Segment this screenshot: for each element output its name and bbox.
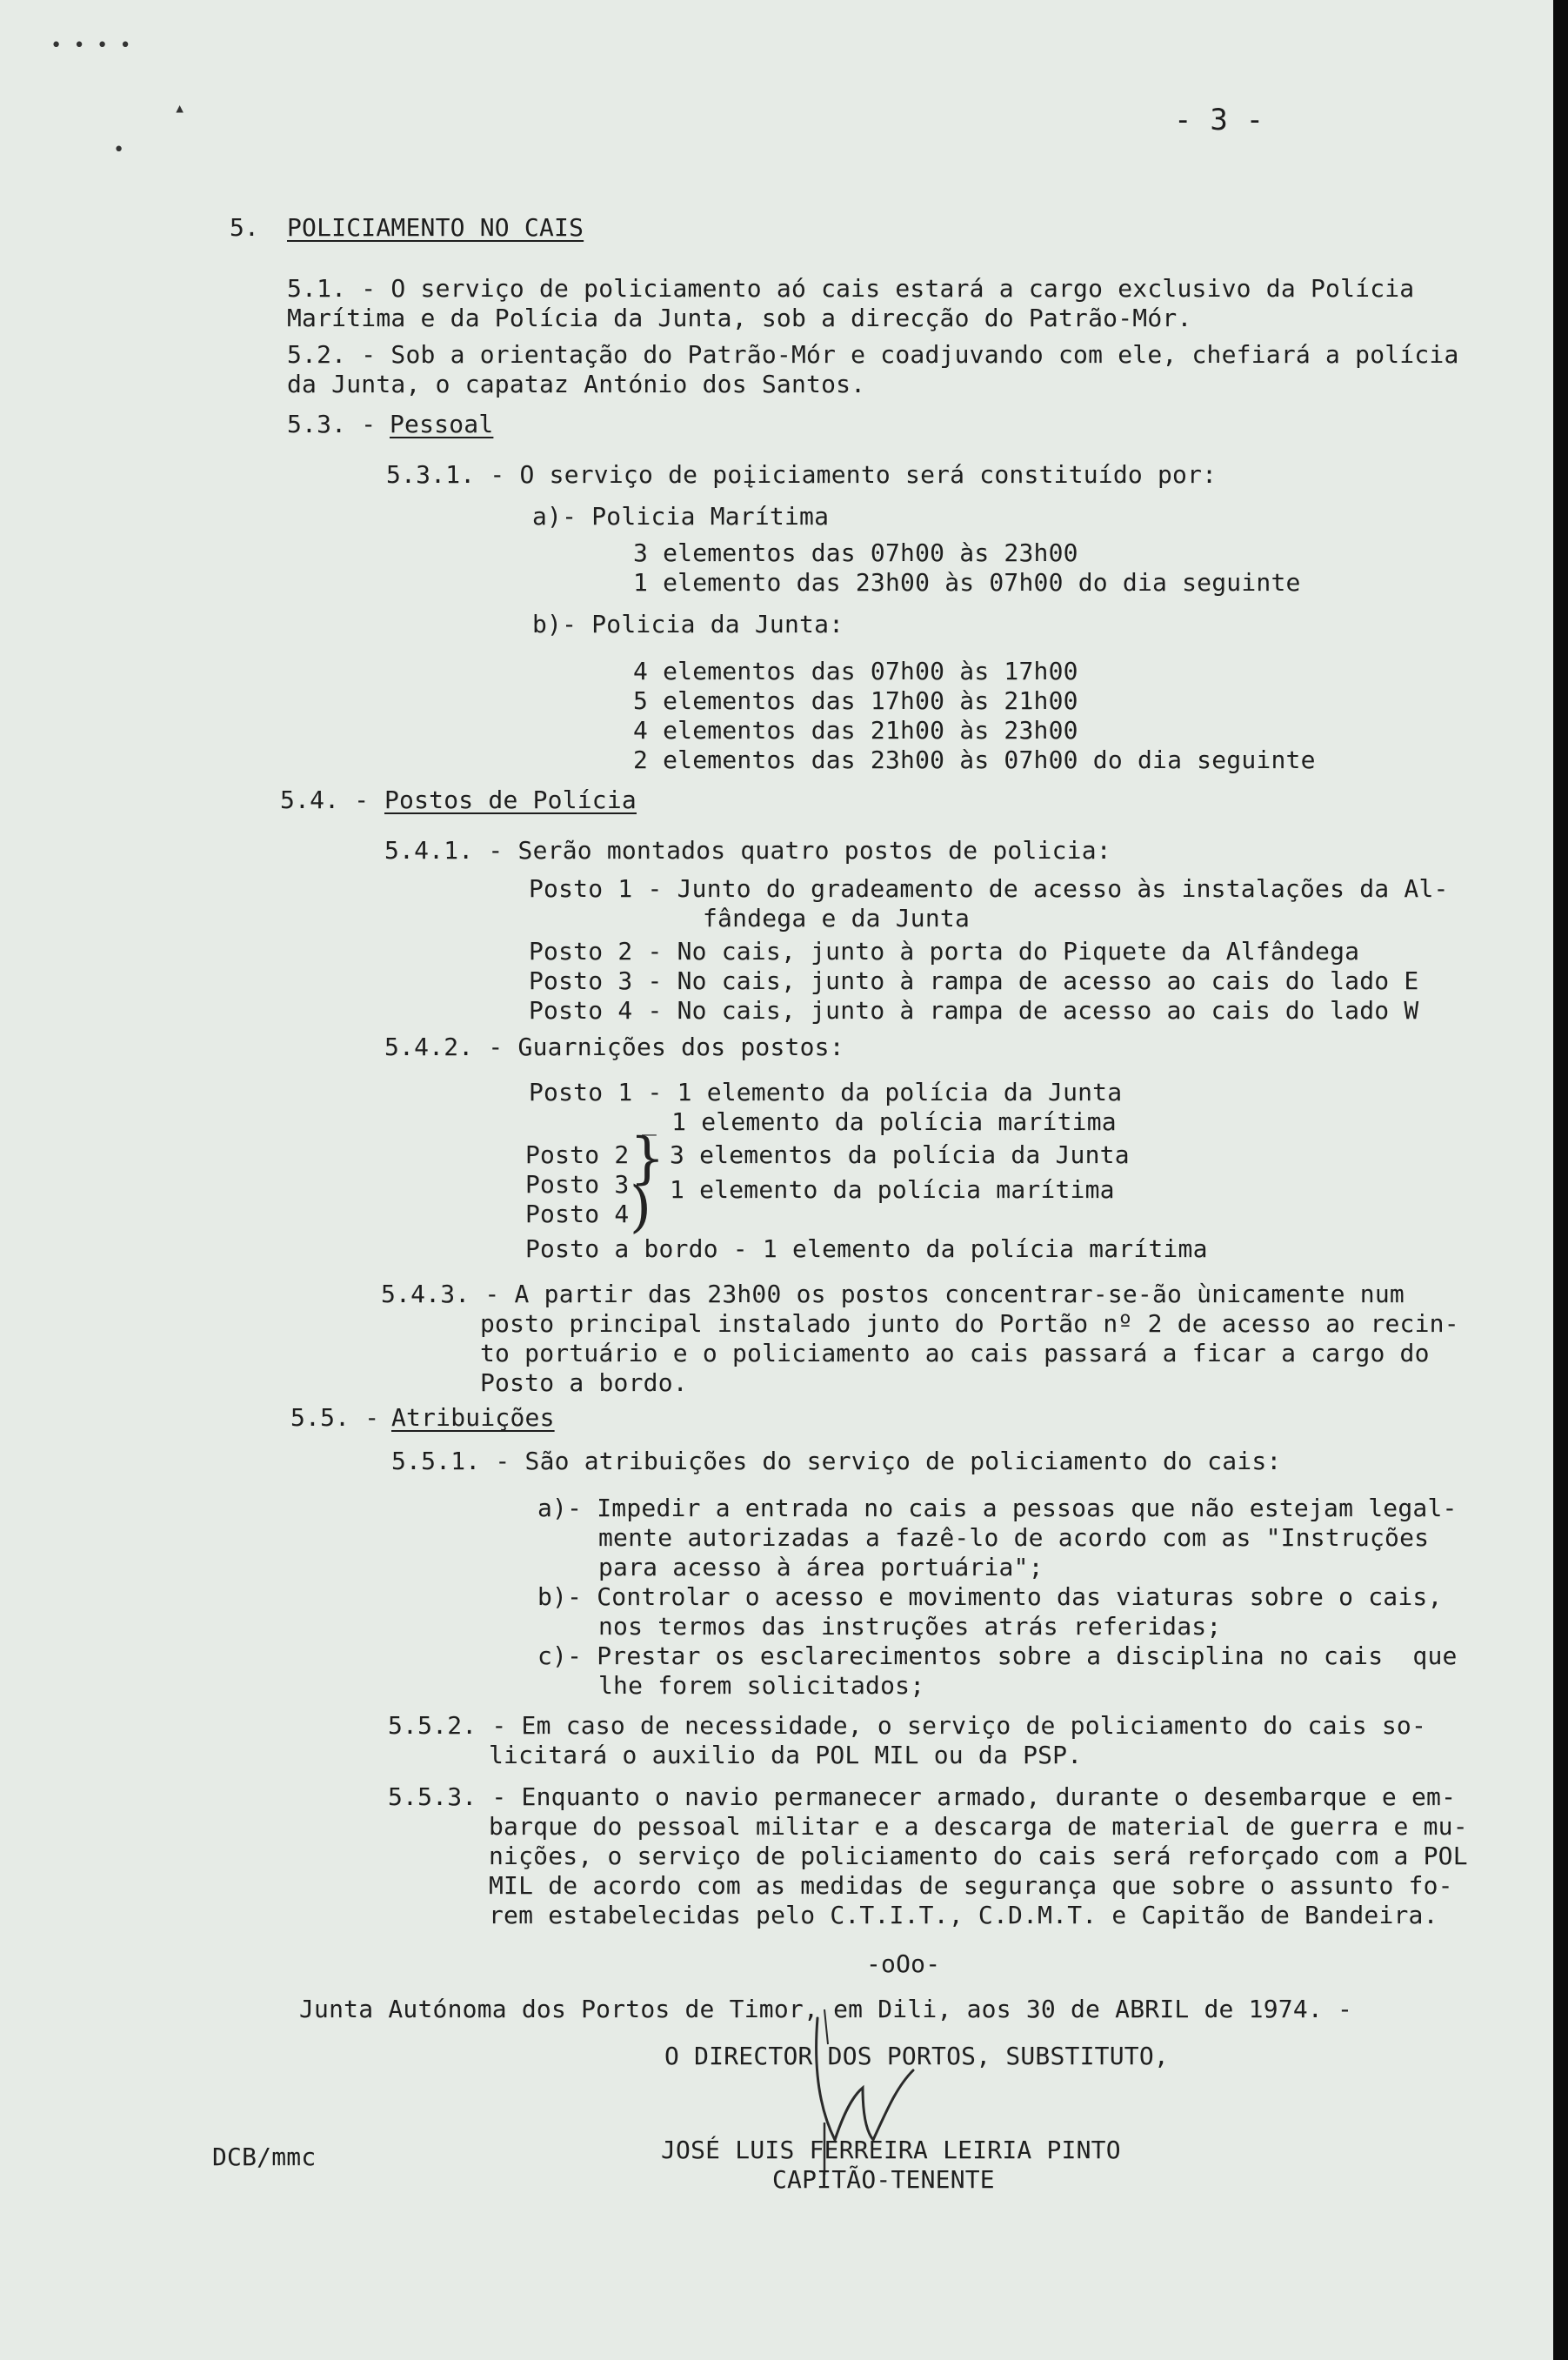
subsection-5-3-number: 5.3. - [287,410,391,438]
list-item: Posto a bordo - 1 elemento da polícia marítima [525,1234,1208,1263]
paragraph-5-4-3: Posto a bordo. [480,1368,688,1397]
list-item: fândega e da Junta [703,904,971,933]
list-item: b)- Policia da Junta: [532,610,844,638]
paragraph-5-5-2: 5.5.2. - Em caso de necessidade, o serviço de policiamento do cais so- [388,1711,1427,1740]
list-item: Posto 4 [525,1200,630,1228]
list-item: Posto 4 - No cais, junto à rampa de acesso ao cais do lado W [529,996,1419,1025]
paragraph-5-1: Marítima e da Polícia da Junta, sob a direcção do Patrão-Mór. [287,304,1192,332]
list-item: 1 elemento da polícia marítima [670,1175,1115,1204]
paragraph-5-5-3: MIL de acordo com as medidas de segurança que sobre o assunto fo- [489,1871,1453,1900]
paragraph-5-5-3: 5.5.3. - Enquanto o navio permanecer armado, durante o desembarque e em- [388,1782,1457,1811]
paragraph-5-5-3: nições, o serviço de policiamento do cais será reforçado com a POL [489,1842,1468,1870]
subsection-5-3-title: Pessoal [390,410,494,438]
scan-edge [1553,0,1568,2360]
paragraph-5-4-1: 5.4.1. - Serão montados quatro postos de policia: [384,836,1111,865]
paragraph-5-3-1: 5.3.1. - O serviço de poįiciamento será constituído por: [386,460,1218,489]
section-title: POLICIAMENTO NO CAIS [287,213,584,242]
brace-icon: } [630,1127,665,1191]
corner-mark: ▴ [174,97,186,119]
reference-initials: DCB/mmc [212,2143,317,2171]
list-item: Posto 1 - Junto do gradeamento de acesso às instalações da Al- [529,874,1449,903]
signatory-rank: CAPITÃO-TENENTE [772,2165,995,2194]
list-item: b)- Controlar o acesso e movimento das viaturas sobre o cais, [537,1582,1443,1611]
list-item: 4 elementos das 21h00 às 23h00 [633,716,1078,745]
signatory-name: JOSÉ LUIS FERREIRA LEIRIA PINTO [661,2136,1121,2164]
place-date-line: Junta Autónoma dos Portos de Timor, em Dili, aos 30 de ABRIL de 1974. - [299,1995,1353,2023]
paragraph-5-4-3: to portuário e o policiamento ao cais passará a ficar a cargo do [480,1339,1430,1367]
list-item: _ 1 elemento da polícia marítima [642,1107,1117,1136]
subsection-5-5-title: Atribuições [391,1403,555,1432]
list-item: 3 elementos da polícia da Junta [670,1140,1130,1169]
paragraph-5-2: 5.2. - Sob a orientação do Patrão-Mór e coadjuvando com ele, chefiará a polícia [287,340,1459,369]
paragraph-5-5-2: licitará o auxilio da POL MIL ou da PSP. [489,1741,1083,1769]
list-item: Posto 2 - No cais, junto à porta do Piquete da Alfândega [529,937,1360,966]
list-item: nos termos das instruções atrás referidas; [598,1612,1222,1641]
paragraph-5-4-2: 5.4.2. - Guarnições dos postos: [384,1033,844,1061]
page-number: - 3 - [1174,103,1264,137]
list-item: 4 elementos das 07h00 às 17h00 [633,657,1078,685]
corner-mark: • [113,139,125,161]
list-item: Posto 3 - No cais, junto à rampa de acesso ao cais do lado E [529,966,1419,995]
paragraph-5-4-3: 5.4.3. - A partir das 23h00 os postos concentrar-se-ão ùnicamente num [381,1280,1405,1308]
list-item: Posto 1 - 1 elemento da polícia da Junta [529,1078,1123,1106]
list-item: c)- Prestar os esclarecimentos sobre a disciplina no cais que [537,1641,1458,1670]
list-item: 3 elementos das 07h00 às 23h00 [633,538,1078,567]
list-item: lhe forem solicitados; [598,1671,925,1700]
list-item: 5 elementos das 17h00 às 21h00 [633,686,1078,715]
signatory-title: O DIRECTOR DOS PORTOS, SUBSTITUTO, [664,2042,1169,2070]
section-number: 5. [230,213,260,242]
paragraph-5-5-3: rem estabelecidas pelo C.T.I.T., C.D.M.T. e Capitão de Bandeira. [489,1901,1438,1929]
list-item: a)- Impedir a entrada no cais a pessoas que não estejam legal- [537,1494,1458,1522]
list-item: para acesso à área portuária"; [598,1553,1044,1581]
subsection-5-4-title: Postos de Polícia [384,786,637,814]
corner-marks: • • • • [50,35,131,57]
paragraph-5-5-3: barque do pessoal militar e a descarga de material de guerra e mu- [489,1812,1468,1841]
list-item: a)- Policia Marítima [532,502,830,531]
paragraph-5-2: da Junta, o capataz António dos Santos. [287,370,866,398]
brace-icon: ) [630,1175,651,1240]
paragraph-5-4-3: posto principal instalado junto do Portão nº 2 de acesso ao recin- [480,1309,1459,1338]
separator: -oOo- [866,1949,941,1978]
subsection-5-5-number: 5.5. - [290,1403,395,1432]
list-item: mente autorizadas a fazê-lo de acordo com as "Instruções [598,1523,1430,1552]
paragraph-5-5-1: 5.5.1. - São atribuições do serviço de policiamento do cais: [391,1447,1282,1475]
paragraph-5-1: 5.1. - O serviço de policiamento aó cais estará a cargo exclusivo da Polícia [287,274,1415,303]
list-item: Posto 2 [525,1140,630,1169]
list-item: Posto 3 [525,1170,630,1199]
list-item: 1 elemento das 23h00 às 07h00 do dia seguinte [633,568,1301,597]
list-item: 2 elementos das 23h00 às 07h00 do dia seguinte [633,745,1316,774]
subsection-5-4-number: 5.4. - [280,786,384,814]
